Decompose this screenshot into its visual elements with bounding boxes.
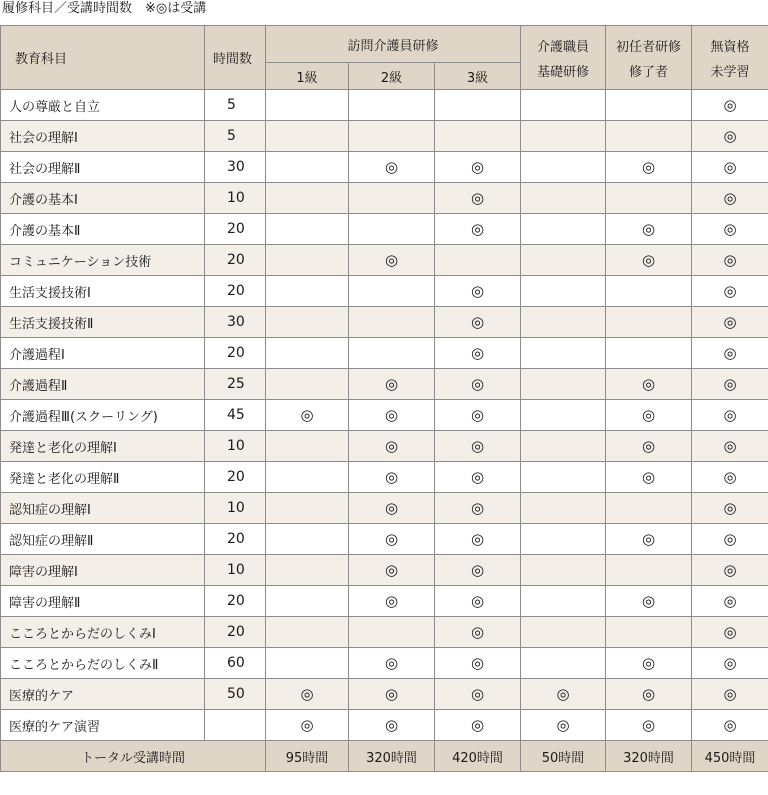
table-body — [1, 90, 768, 741]
double-circle-mark-icon: ◎ — [470, 313, 485, 331]
mark-cell-kiso — [521, 524, 606, 555]
mark-cell-grade1 — [266, 462, 349, 493]
mark-cell-grade3 — [435, 679, 521, 710]
header-hours: 時間数 — [205, 26, 266, 90]
double-circle-mark-icon: ◎ — [723, 592, 737, 610]
mark-cell-grade2 — [349, 121, 435, 152]
double-circle-mark-icon: ◎ — [641, 592, 656, 610]
mark-cell-mushikaku — [692, 90, 768, 121]
mark-cell-grade2 — [349, 338, 435, 369]
mark-cell-grade1 — [266, 152, 349, 183]
table-row — [1, 307, 768, 338]
total-value-grade1: 95時間 — [266, 741, 349, 772]
double-circle-mark-icon: ◎ — [470, 530, 485, 548]
double-circle-mark-icon: ◎ — [723, 561, 737, 579]
double-circle-mark-icon: ◎ — [470, 468, 485, 486]
double-circle-mark-icon: ◎ — [384, 437, 399, 455]
hours-cell: 5 — [205, 90, 266, 121]
subject-cell: 医療的ケア演習 — [1, 710, 205, 741]
mark-cell-mushikaku — [692, 369, 768, 400]
mark-cell-grade2 — [349, 524, 435, 555]
double-circle-mark-icon: ◎ — [723, 530, 737, 548]
mark-cell-shoninsha — [606, 400, 692, 431]
subject-cell: 介護過程Ⅰ — [1, 338, 205, 369]
mark-cell-grade1 — [266, 183, 349, 214]
mark-cell-shoninsha — [606, 276, 692, 307]
header-mushikaku — [692, 26, 768, 90]
mark-cell-shoninsha — [606, 679, 692, 710]
total-value-grade3: 420時間 — [435, 741, 521, 772]
subject-cell: 介護の基本Ⅱ — [1, 214, 205, 245]
mark-cell-mushikaku — [692, 586, 768, 617]
mark-cell-grade3 — [435, 338, 521, 369]
double-circle-mark-icon: ◎ — [384, 716, 399, 734]
double-circle-mark-icon: ◎ — [723, 220, 737, 238]
mark-cell-shoninsha — [606, 121, 692, 152]
mark-cell-grade3 — [435, 183, 521, 214]
header-shoninsha-line2: 修了者 — [628, 64, 668, 80]
mark-cell-mushikaku — [692, 617, 768, 648]
mark-cell-grade3 — [435, 214, 521, 245]
subject-cell: 社会の理解Ⅰ — [1, 121, 205, 152]
mark-cell-grade3 — [435, 710, 521, 741]
mark-cell-grade2 — [349, 555, 435, 586]
mark-cell-shoninsha — [606, 431, 692, 462]
hours-cell — [205, 710, 266, 741]
total-value-grade2: 320時間 — [349, 741, 435, 772]
double-circle-mark-icon: ◎ — [470, 437, 485, 455]
mark-cell-grade3 — [435, 586, 521, 617]
double-circle-mark-icon: ◎ — [384, 530, 399, 548]
mark-cell-grade1 — [266, 245, 349, 276]
subject-cell: 生活支援技術Ⅰ — [1, 276, 205, 307]
mark-cell-kiso — [521, 431, 606, 462]
mark-cell-kiso — [521, 276, 606, 307]
double-circle-mark-icon: ◎ — [300, 685, 314, 703]
header-subject: 教育科目 — [1, 26, 205, 90]
header-homehelper-group: 訪問介護員研修 — [266, 26, 521, 63]
mark-cell-kiso — [521, 400, 606, 431]
mark-cell-shoninsha — [606, 245, 692, 276]
mark-cell-mushikaku — [692, 276, 768, 307]
mark-cell-shoninsha — [606, 524, 692, 555]
mark-cell-grade2 — [349, 493, 435, 524]
hours-cell: 10 — [205, 493, 266, 524]
mark-cell-mushikaku — [692, 555, 768, 586]
hours-cell: 60 — [205, 648, 266, 679]
mark-cell-grade1 — [266, 617, 349, 648]
double-circle-mark-icon: ◎ — [470, 592, 485, 610]
double-circle-mark-icon: ◎ — [641, 685, 656, 703]
mark-cell-grade2 — [349, 245, 435, 276]
double-circle-mark-icon: ◎ — [384, 406, 399, 424]
mark-cell-grade1 — [266, 710, 349, 741]
header-grade2: 2級 — [349, 63, 435, 90]
mark-cell-grade3 — [435, 400, 521, 431]
double-circle-mark-icon: ◎ — [384, 251, 399, 269]
table-row — [1, 276, 768, 307]
mark-cell-grade3 — [435, 462, 521, 493]
mark-cell-shoninsha — [606, 152, 692, 183]
subject-cell: こころとからだのしくみⅡ — [1, 648, 205, 679]
double-circle-mark-icon: ◎ — [556, 685, 570, 703]
hours-cell: 50 — [205, 679, 266, 710]
double-circle-mark-icon: ◎ — [723, 189, 737, 207]
mark-cell-mushikaku — [692, 710, 768, 741]
course-hours-table — [0, 25, 768, 772]
mark-cell-grade1 — [266, 493, 349, 524]
table-row — [1, 400, 768, 431]
double-circle-mark-icon: ◎ — [470, 375, 485, 393]
header-grade3: 3級 — [435, 63, 521, 90]
mark-cell-kiso — [521, 617, 606, 648]
double-circle-mark-icon: ◎ — [723, 654, 737, 672]
table-row — [1, 245, 768, 276]
table-row — [1, 710, 768, 741]
subject-cell: 発達と老化の理解Ⅰ — [1, 431, 205, 462]
subject-cell: 障害の理解Ⅰ — [1, 555, 205, 586]
mark-cell-grade2 — [349, 710, 435, 741]
mark-cell-grade3 — [435, 648, 521, 679]
mark-cell-grade2 — [349, 679, 435, 710]
subject-cell: 生活支援技術Ⅱ — [1, 307, 205, 338]
mark-cell-grade1 — [266, 524, 349, 555]
mark-cell-mushikaku — [692, 121, 768, 152]
double-circle-mark-icon: ◎ — [470, 499, 485, 517]
subject-cell: 発達と老化の理解Ⅱ — [1, 462, 205, 493]
mark-cell-grade3 — [435, 617, 521, 648]
double-circle-mark-icon: ◎ — [641, 437, 656, 455]
mark-cell-kiso — [521, 307, 606, 338]
subject-cell: 介護過程Ⅱ — [1, 369, 205, 400]
double-circle-mark-icon: ◎ — [723, 685, 737, 703]
mark-cell-mushikaku — [692, 493, 768, 524]
double-circle-mark-icon: ◎ — [723, 468, 737, 486]
double-circle-mark-icon: ◎ — [723, 406, 737, 424]
double-circle-mark-icon: ◎ — [384, 654, 399, 672]
subject-cell: こころとからだのしくみⅠ — [1, 617, 205, 648]
mark-cell-grade1 — [266, 648, 349, 679]
double-circle-mark-icon: ◎ — [300, 716, 314, 734]
mark-cell-grade2 — [349, 307, 435, 338]
mark-cell-grade1 — [266, 431, 349, 462]
double-circle-mark-icon: ◎ — [641, 158, 656, 176]
mark-cell-grade3 — [435, 276, 521, 307]
double-circle-mark-icon: ◎ — [470, 220, 485, 238]
mark-cell-grade1 — [266, 121, 349, 152]
mark-cell-kiso — [521, 555, 606, 586]
mark-cell-grade1 — [266, 90, 349, 121]
double-circle-mark-icon: ◎ — [384, 499, 399, 517]
double-circle-mark-icon: ◎ — [470, 561, 485, 579]
mark-cell-grade2 — [349, 462, 435, 493]
total-value-mushikaku: 450時間 — [692, 741, 768, 772]
mark-cell-kiso — [521, 338, 606, 369]
mark-cell-mushikaku — [692, 462, 768, 493]
hours-cell: 20 — [205, 586, 266, 617]
table-row — [1, 369, 768, 400]
mark-cell-grade3 — [435, 431, 521, 462]
subject-cell: 医療的ケア — [1, 679, 205, 710]
double-circle-mark-icon: ◎ — [470, 344, 485, 362]
mark-cell-grade3 — [435, 152, 521, 183]
hours-cell: 5 — [205, 121, 266, 152]
mark-cell-mushikaku — [692, 183, 768, 214]
mark-cell-mushikaku — [692, 524, 768, 555]
double-circle-mark-icon: ◎ — [723, 499, 737, 517]
mark-cell-shoninsha — [606, 617, 692, 648]
hours-cell: 10 — [205, 555, 266, 586]
mark-cell-kiso — [521, 586, 606, 617]
mark-cell-grade2 — [349, 276, 435, 307]
double-circle-mark-icon: ◎ — [723, 282, 737, 300]
mark-cell-grade2 — [349, 369, 435, 400]
mark-cell-kiso — [521, 679, 606, 710]
mark-cell-grade2 — [349, 400, 435, 431]
mark-cell-kiso — [521, 369, 606, 400]
table-row — [1, 679, 768, 710]
mark-cell-grade3 — [435, 245, 521, 276]
hours-cell: 20 — [205, 245, 266, 276]
mark-cell-grade3 — [435, 493, 521, 524]
double-circle-mark-icon: ◎ — [470, 623, 485, 641]
double-circle-mark-icon: ◎ — [470, 654, 485, 672]
mark-cell-grade2 — [349, 90, 435, 121]
mark-cell-grade1 — [266, 400, 349, 431]
mark-cell-grade2 — [349, 183, 435, 214]
table-row — [1, 524, 768, 555]
double-circle-mark-icon: ◎ — [384, 561, 399, 579]
mark-cell-mushikaku — [692, 245, 768, 276]
mark-cell-kiso — [521, 214, 606, 245]
hours-cell: 10 — [205, 183, 266, 214]
mark-cell-grade1 — [266, 307, 349, 338]
mark-cell-grade2 — [349, 431, 435, 462]
mark-cell-grade1 — [266, 369, 349, 400]
mark-cell-grade2 — [349, 648, 435, 679]
mark-cell-mushikaku — [692, 648, 768, 679]
table-row — [1, 431, 768, 462]
table-row — [1, 90, 768, 121]
mark-cell-shoninsha — [606, 462, 692, 493]
mark-cell-kiso — [521, 710, 606, 741]
double-circle-mark-icon: ◎ — [641, 654, 656, 672]
mark-cell-shoninsha — [606, 648, 692, 679]
double-circle-mark-icon: ◎ — [641, 716, 656, 734]
double-circle-mark-icon: ◎ — [470, 282, 485, 300]
mark-cell-grade1 — [266, 338, 349, 369]
double-circle-mark-icon: ◎ — [470, 716, 485, 734]
header-kiso-line1: 介護職員 — [536, 39, 589, 55]
double-circle-mark-icon: ◎ — [723, 251, 737, 269]
double-circle-mark-icon: ◎ — [470, 158, 485, 176]
double-circle-mark-icon: ◎ — [723, 716, 737, 734]
total-value-shoninsha: 320時間 — [606, 741, 692, 772]
mark-cell-shoninsha — [606, 710, 692, 741]
mark-cell-grade3 — [435, 307, 521, 338]
hours-cell: 20 — [205, 617, 266, 648]
mark-cell-shoninsha — [606, 493, 692, 524]
mark-cell-shoninsha — [606, 183, 692, 214]
mark-cell-grade1 — [266, 276, 349, 307]
hours-cell: 30 — [205, 152, 266, 183]
hours-cell: 20 — [205, 524, 266, 555]
mark-cell-kiso — [521, 152, 606, 183]
double-circle-mark-icon: ◎ — [723, 375, 737, 393]
mark-cell-shoninsha — [606, 90, 692, 121]
mark-cell-shoninsha — [606, 586, 692, 617]
double-circle-mark-icon: ◎ — [723, 158, 737, 176]
mark-cell-kiso — [521, 183, 606, 214]
mark-cell-shoninsha — [606, 214, 692, 245]
hours-cell: 30 — [205, 307, 266, 338]
double-circle-mark-icon: ◎ — [384, 375, 399, 393]
mark-cell-grade3 — [435, 121, 521, 152]
mark-cell-grade3 — [435, 524, 521, 555]
double-circle-mark-icon: ◎ — [556, 716, 570, 734]
table-row — [1, 183, 768, 214]
subject-cell: 介護の基本Ⅰ — [1, 183, 205, 214]
mark-cell-mushikaku — [692, 338, 768, 369]
header-grade1: 1級 — [266, 63, 349, 90]
mark-cell-grade3 — [435, 90, 521, 121]
double-circle-mark-icon: ◎ — [723, 313, 737, 331]
hours-cell: 20 — [205, 276, 266, 307]
header-shoninsha-line1: 初任者研修 — [615, 39, 681, 55]
double-circle-mark-icon: ◎ — [470, 685, 485, 703]
double-circle-mark-icon: ◎ — [641, 375, 656, 393]
mark-cell-grade2 — [349, 617, 435, 648]
table-row — [1, 493, 768, 524]
table-row — [1, 462, 768, 493]
mark-cell-shoninsha — [606, 555, 692, 586]
double-circle-mark-icon: ◎ — [470, 189, 485, 207]
header-shoninsha — [606, 26, 692, 90]
double-circle-mark-icon: ◎ — [384, 468, 399, 486]
double-circle-mark-icon: ◎ — [723, 96, 737, 114]
double-circle-mark-icon: ◎ — [723, 437, 737, 455]
double-circle-mark-icon: ◎ — [723, 344, 737, 362]
subject-cell: コミュニケーション技術 — [1, 245, 205, 276]
mark-cell-grade3 — [435, 555, 521, 586]
header-mushikaku-line1: 無資格 — [710, 39, 750, 55]
subject-cell: 介護過程Ⅲ(スクーリング) — [1, 400, 205, 431]
double-circle-mark-icon: ◎ — [723, 127, 737, 145]
mark-cell-kiso — [521, 648, 606, 679]
double-circle-mark-icon: ◎ — [384, 592, 399, 610]
double-circle-mark-icon: ◎ — [641, 406, 656, 424]
header-kiso-line2: 基礎研修 — [536, 64, 589, 80]
mark-cell-grade3 — [435, 369, 521, 400]
mark-cell-grade1 — [266, 586, 349, 617]
mark-cell-kiso — [521, 121, 606, 152]
table-row — [1, 555, 768, 586]
hours-cell: 25 — [205, 369, 266, 400]
header-row-1 — [1, 26, 768, 63]
table-row — [1, 617, 768, 648]
mark-cell-grade1 — [266, 555, 349, 586]
total-value-kiso: 50時間 — [521, 741, 606, 772]
mark-cell-grade2 — [349, 214, 435, 245]
double-circle-mark-icon: ◎ — [641, 220, 656, 238]
hours-cell: 20 — [205, 462, 266, 493]
mark-cell-mushikaku — [692, 214, 768, 245]
mark-cell-kiso — [521, 493, 606, 524]
hours-cell: 20 — [205, 338, 266, 369]
double-circle-mark-icon: ◎ — [641, 251, 656, 269]
subject-cell: 認知症の理解Ⅱ — [1, 524, 205, 555]
mark-cell-grade1 — [266, 679, 349, 710]
double-circle-mark-icon: ◎ — [641, 468, 656, 486]
mark-cell-kiso — [521, 245, 606, 276]
double-circle-mark-icon: ◎ — [300, 406, 314, 424]
mark-cell-mushikaku — [692, 431, 768, 462]
table-row — [1, 214, 768, 245]
mark-cell-mushikaku — [692, 307, 768, 338]
subject-cell: 障害の理解Ⅱ — [1, 586, 205, 617]
mark-cell-mushikaku — [692, 152, 768, 183]
mark-cell-shoninsha — [606, 369, 692, 400]
subject-cell: 認知症の理解Ⅰ — [1, 493, 205, 524]
header-kiso — [521, 26, 606, 90]
hours-cell: 45 — [205, 400, 266, 431]
table-row — [1, 648, 768, 679]
table-row — [1, 121, 768, 152]
mark-cell-grade2 — [349, 586, 435, 617]
subject-cell: 社会の理解Ⅱ — [1, 152, 205, 183]
mark-cell-shoninsha — [606, 338, 692, 369]
page-caption: 履修科目／受講時間数 ※◎は受講 — [2, 1, 207, 16]
mark-cell-grade1 — [266, 214, 349, 245]
total-row — [1, 741, 768, 772]
table-row — [1, 152, 768, 183]
hours-cell: 10 — [205, 431, 266, 462]
double-circle-mark-icon: ◎ — [384, 685, 399, 703]
header-mushikaku-line2: 未学習 — [710, 64, 750, 80]
mark-cell-grade2 — [349, 152, 435, 183]
mark-cell-mushikaku — [692, 400, 768, 431]
hours-cell: 20 — [205, 214, 266, 245]
mark-cell-kiso — [521, 90, 606, 121]
subject-cell: 人の尊厳と自立 — [1, 90, 205, 121]
table-row — [1, 338, 768, 369]
mark-cell-mushikaku — [692, 679, 768, 710]
double-circle-mark-icon: ◎ — [723, 623, 737, 641]
double-circle-mark-icon: ◎ — [641, 530, 656, 548]
mark-cell-shoninsha — [606, 307, 692, 338]
total-label: トータル受講時間 — [1, 741, 266, 772]
table-row — [1, 586, 768, 617]
double-circle-mark-icon: ◎ — [470, 406, 485, 424]
double-circle-mark-icon: ◎ — [384, 158, 399, 176]
mark-cell-kiso — [521, 462, 606, 493]
